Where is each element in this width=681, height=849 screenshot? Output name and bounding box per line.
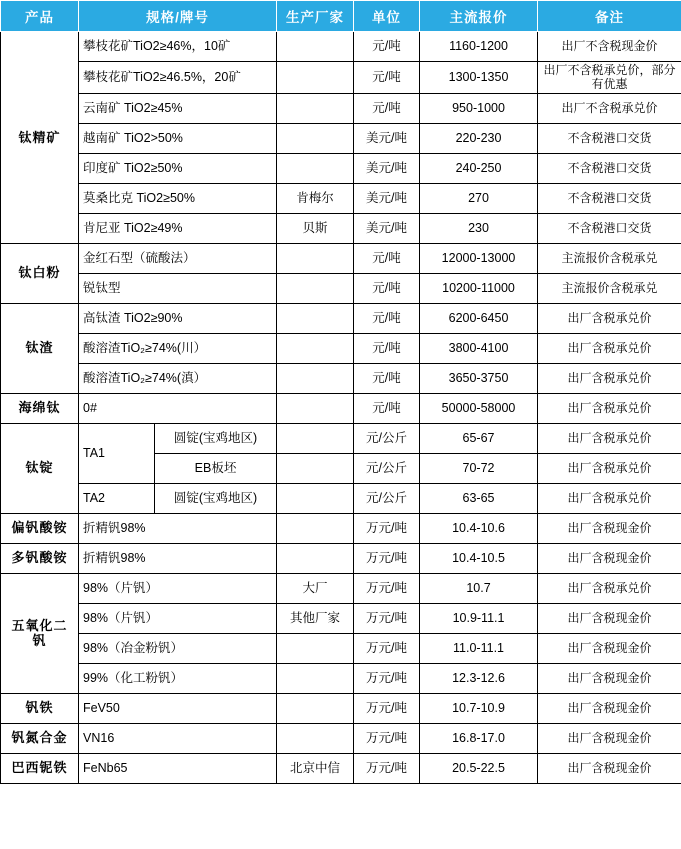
remark-cell: 出厂不含税承兑价，部分有优惠 xyxy=(538,62,681,94)
remark-cell: 出厂含税承兑价 xyxy=(538,573,681,603)
table-row xyxy=(1,423,681,453)
header-unit: 单位 xyxy=(354,1,420,32)
table-row xyxy=(1,123,681,153)
remark-cell: 出厂含税承兑价 xyxy=(538,303,681,333)
manufacturer-cell xyxy=(277,153,354,183)
unit-cell: 万元/吨 xyxy=(354,723,420,753)
spec-cell: 98%（片钒） xyxy=(79,603,277,633)
price-cell: 70-72 xyxy=(420,453,538,483)
unit-cell: 万元/吨 xyxy=(354,663,420,693)
spec-grade-cell: TA1 xyxy=(79,423,155,483)
unit-cell: 美元/吨 xyxy=(354,153,420,183)
spec-cell: 酸溶渣TiO₂≥74%(滇） xyxy=(79,363,277,393)
price-cell: 12.3-12.6 xyxy=(420,663,538,693)
product-cell: 偏钒酸铵 xyxy=(1,513,79,543)
table-row xyxy=(1,303,681,333)
header-manufacturer: 生产厂家 xyxy=(277,1,354,32)
price-cell: 11.0-11.1 xyxy=(420,633,538,663)
spec-cell: 攀枝花矿TiO2≥46%，10矿 xyxy=(79,32,277,62)
table-row xyxy=(1,363,681,393)
spec-cell: 莫桑比克 TiO2≥50% xyxy=(79,183,277,213)
table-row xyxy=(1,633,681,663)
table-row xyxy=(1,273,681,303)
manufacturer-cell xyxy=(277,423,354,453)
spec-detail-cell: EB板坯 xyxy=(155,453,277,483)
spec-cell: 98%（片钒） xyxy=(79,573,277,603)
unit-cell: 元/公斤 xyxy=(354,453,420,483)
product-cell: 钒铁 xyxy=(1,693,79,723)
manufacturer-cell xyxy=(277,62,354,94)
table-row xyxy=(1,603,681,633)
header-product: 产品 xyxy=(1,1,79,32)
unit-cell: 美元/吨 xyxy=(354,183,420,213)
unit-cell: 万元/吨 xyxy=(354,753,420,783)
spec-detail-cell: 圆锭(宝鸡地区) xyxy=(155,423,277,453)
product-cell: 钛锭 xyxy=(1,423,79,513)
table-row xyxy=(1,543,681,573)
spec-cell: 云南矿 TiO2≥45% xyxy=(79,93,277,123)
remark-cell: 出厂含税承兑价 xyxy=(538,333,681,363)
spec-detail-cell: 圆锭(宝鸡地区) xyxy=(155,483,277,513)
spec-cell: 0# xyxy=(79,393,277,423)
product-cell: 海绵钛 xyxy=(1,393,79,423)
table-row xyxy=(1,93,681,123)
table-row xyxy=(1,723,681,753)
remark-cell: 出厂含税承兑价 xyxy=(538,483,681,513)
price-cell: 10.7 xyxy=(420,573,538,603)
manufacturer-cell xyxy=(277,303,354,333)
price-cell: 240-250 xyxy=(420,153,538,183)
price-cell: 10200-11000 xyxy=(420,273,538,303)
unit-cell: 万元/吨 xyxy=(354,573,420,603)
spec-cell: 攀枝花矿TiO2≥46.5%，20矿 xyxy=(79,62,277,94)
spec-cell: 高钛渣 TiO2≥90% xyxy=(79,303,277,333)
remark-cell: 出厂含税承兑价 xyxy=(538,423,681,453)
price-cell: 230 xyxy=(420,213,538,243)
table-row xyxy=(1,32,681,62)
table-row xyxy=(1,663,681,693)
manufacturer-cell xyxy=(277,333,354,363)
manufacturer-cell: 北京中信 xyxy=(277,753,354,783)
manufacturer-cell xyxy=(277,123,354,153)
price-cell: 10.4-10.6 xyxy=(420,513,538,543)
table-row xyxy=(1,753,681,783)
price-cell: 20.5-22.5 xyxy=(420,753,538,783)
spec-cell: 98%（冶金粉钒） xyxy=(79,633,277,663)
price-cell: 16.8-17.0 xyxy=(420,723,538,753)
manufacturer-cell xyxy=(277,543,354,573)
manufacturer-cell xyxy=(277,273,354,303)
table-row xyxy=(1,483,681,513)
spec-cell: FeNb65 xyxy=(79,753,277,783)
manufacturer-cell xyxy=(277,633,354,663)
unit-cell: 万元/吨 xyxy=(354,543,420,573)
manufacturer-cell xyxy=(277,32,354,62)
manufacturer-cell xyxy=(277,693,354,723)
remark-cell: 主流报价含税承兑 xyxy=(538,273,681,303)
price-cell: 10.4-10.5 xyxy=(420,543,538,573)
price-cell: 50000-58000 xyxy=(420,393,538,423)
table-row xyxy=(1,153,681,183)
remark-cell: 不含税港口交货 xyxy=(538,153,681,183)
spec-cell: VN16 xyxy=(79,723,277,753)
product-cell: 巴西铌铁 xyxy=(1,753,79,783)
unit-cell: 元/吨 xyxy=(354,303,420,333)
table-row xyxy=(1,573,681,603)
remark-cell: 出厂含税承兑价 xyxy=(538,453,681,483)
table-row xyxy=(1,243,681,273)
manufacturer-cell xyxy=(277,243,354,273)
remark-cell: 出厂含税现金价 xyxy=(538,543,681,573)
manufacturer-cell xyxy=(277,513,354,543)
unit-cell: 万元/吨 xyxy=(354,633,420,663)
price-cell: 12000-13000 xyxy=(420,243,538,273)
unit-cell: 元/吨 xyxy=(354,273,420,303)
table-body xyxy=(1,32,681,784)
manufacturer-cell xyxy=(277,663,354,693)
unit-cell: 万元/吨 xyxy=(354,603,420,633)
unit-cell: 美元/吨 xyxy=(354,123,420,153)
unit-cell: 万元/吨 xyxy=(354,693,420,723)
product-cell: 钒氮合金 xyxy=(1,723,79,753)
remark-cell: 出厂含税承兑价 xyxy=(538,393,681,423)
spec-cell: 印度矿 TiO2≥50% xyxy=(79,153,277,183)
unit-cell: 元/吨 xyxy=(354,93,420,123)
remark-cell: 出厂含税现金价 xyxy=(538,603,681,633)
unit-cell: 美元/吨 xyxy=(354,213,420,243)
manufacturer-cell xyxy=(277,453,354,483)
product-cell: 五氧化二钒 xyxy=(1,573,79,693)
table-row xyxy=(1,513,681,543)
manufacturer-cell xyxy=(277,363,354,393)
remark-cell: 出厂含税现金价 xyxy=(538,513,681,543)
unit-cell: 元/吨 xyxy=(354,62,420,94)
spec-cell: 99%（化工粉钒） xyxy=(79,663,277,693)
manufacturer-cell: 贝斯 xyxy=(277,213,354,243)
table-row xyxy=(1,693,681,723)
remark-cell: 出厂含税现金价 xyxy=(538,633,681,663)
manufacturer-cell xyxy=(277,483,354,513)
remark-cell: 出厂不含税承兑价 xyxy=(538,93,681,123)
unit-cell: 元/公斤 xyxy=(354,423,420,453)
spec-cell: 锐钛型 xyxy=(79,273,277,303)
product-cell: 钛精矿 xyxy=(1,32,79,244)
spec-cell: 金红石型（硫酸法） xyxy=(79,243,277,273)
spec-cell: 折精钒98% xyxy=(79,543,277,573)
unit-cell: 元/吨 xyxy=(354,243,420,273)
price-cell: 63-65 xyxy=(420,483,538,513)
header-row xyxy=(1,1,681,32)
unit-cell: 万元/吨 xyxy=(354,513,420,543)
table-row xyxy=(1,183,681,213)
price-cell: 1300-1350 xyxy=(420,62,538,94)
remark-cell: 出厂含税现金价 xyxy=(538,693,681,723)
manufacturer-cell: 其他厂家 xyxy=(277,603,354,633)
price-cell: 1160-1200 xyxy=(420,32,538,62)
unit-cell: 元/公斤 xyxy=(354,483,420,513)
table-row xyxy=(1,62,681,94)
spec-cell: 酸溶渣TiO₂≥74%(川） xyxy=(79,333,277,363)
product-cell: 多钒酸铵 xyxy=(1,543,79,573)
header-remark: 备注 xyxy=(538,1,681,32)
header-price: 主流报价 xyxy=(420,1,538,32)
remark-cell: 出厂不含税现金价 xyxy=(538,32,681,62)
spec-cell: 肯尼亚 TiO2≥49% xyxy=(79,213,277,243)
spec-grade-cell: TA2 xyxy=(79,483,155,513)
price-cell: 6200-6450 xyxy=(420,303,538,333)
unit-cell: 元/吨 xyxy=(354,393,420,423)
manufacturer-cell xyxy=(277,723,354,753)
header-spec: 规格/牌号 xyxy=(79,1,277,32)
price-cell: 10.7-10.9 xyxy=(420,693,538,723)
product-cell: 钛渣 xyxy=(1,303,79,393)
spec-cell: 越南矿 TiO2>50% xyxy=(79,123,277,153)
spec-cell: FeV50 xyxy=(79,693,277,723)
spec-cell: 折精钒98% xyxy=(79,513,277,543)
price-cell: 220-230 xyxy=(420,123,538,153)
unit-cell: 元/吨 xyxy=(354,333,420,363)
remark-cell: 出厂含税现金价 xyxy=(538,753,681,783)
manufacturer-cell xyxy=(277,393,354,423)
product-cell: 钛白粉 xyxy=(1,243,79,303)
table-header xyxy=(1,1,681,32)
manufacturer-cell: 肯梅尔 xyxy=(277,183,354,213)
table-row xyxy=(1,213,681,243)
remark-cell: 出厂含税现金价 xyxy=(538,723,681,753)
table-row xyxy=(1,393,681,423)
remark-cell: 出厂含税承兑价 xyxy=(538,363,681,393)
remark-cell: 出厂含税现金价 xyxy=(538,663,681,693)
price-cell: 3800-4100 xyxy=(420,333,538,363)
remark-cell: 不含税港口交货 xyxy=(538,183,681,213)
price-cell: 10.9-11.1 xyxy=(420,603,538,633)
manufacturer-cell: 大厂 xyxy=(277,573,354,603)
table-row xyxy=(1,333,681,363)
price-cell: 3650-3750 xyxy=(420,363,538,393)
remark-cell: 不含税港口交货 xyxy=(538,213,681,243)
unit-cell: 元/吨 xyxy=(354,363,420,393)
remark-cell: 主流报价含税承兑 xyxy=(538,243,681,273)
price-cell: 65-67 xyxy=(420,423,538,453)
price-cell: 950-1000 xyxy=(420,93,538,123)
unit-cell: 元/吨 xyxy=(354,32,420,62)
remark-cell: 不含税港口交货 xyxy=(538,123,681,153)
price-cell: 270 xyxy=(420,183,538,213)
manufacturer-cell xyxy=(277,93,354,123)
